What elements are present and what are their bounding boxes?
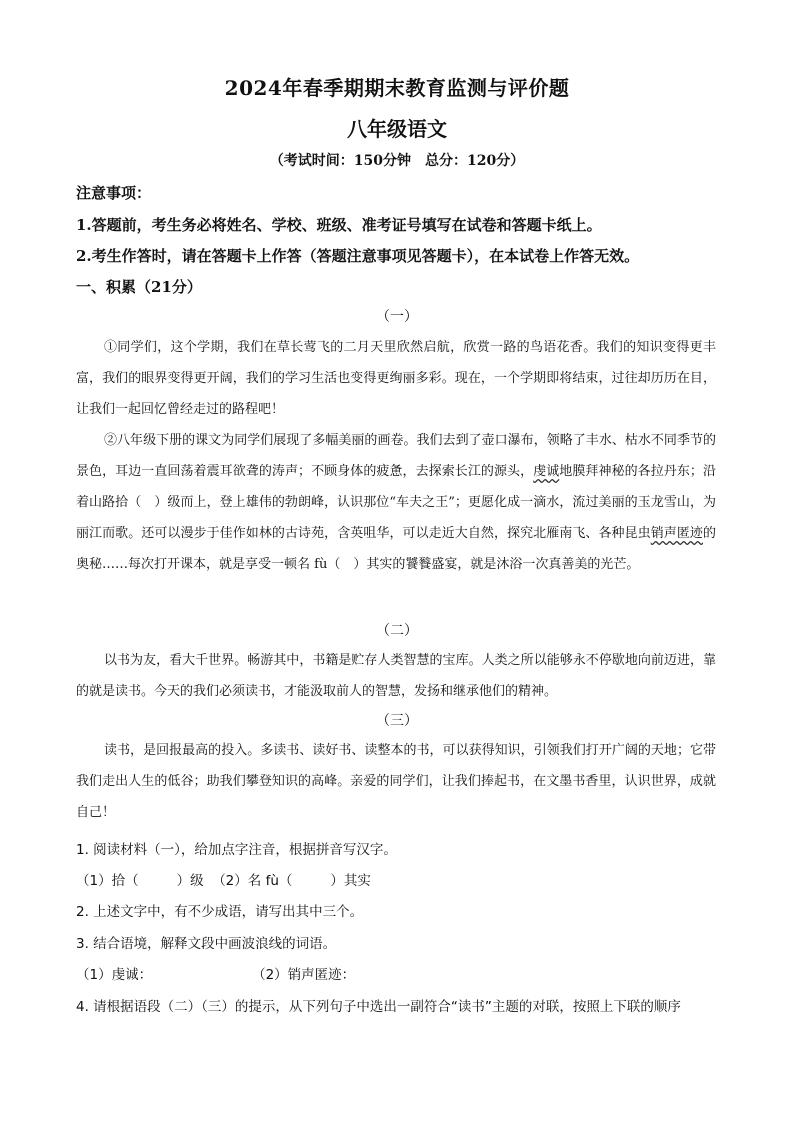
question-1-blanks — [76, 869, 726, 889]
notice-heading: 注意事项： — [76, 184, 152, 202]
notice-item-1: 1.答题前，考生务必将姓名、学校、班级、准考证号填写在试卷和答题卡纸上。 — [76, 216, 602, 234]
blank-prompt: （1）拾（ — [76, 873, 139, 889]
question-3-blanks — [76, 963, 726, 983]
paragraph-text: 读书，是回报最高的投入。多读书、读好书、读整本的书，可以获得知识，引领我们打开广阔的天地；它带我们走出人生的低谷；助我们攀登知识的高峰。亲爱的同学们，让我们捧起书，在文墨书香里，认识世界，成就自己！ — [76, 743, 716, 820]
blank-prompt: ）其实 — [330, 873, 371, 889]
paragraph-segment: ②八年级下册的课文为同学们展现了多幅美丽的画卷。我们去到了壶口瀑布，领略了丰水、枯水不同季节的景色，耳边一直回荡着震耳欲聋的涛声；不顾身体的疲惫，去探索长江的源头， — [76, 433, 716, 479]
blank-prompt: （2）销声匿迹： — [252, 967, 356, 983]
question-4: 4. 请根据语段（二）（三）的提示，从下列句子中选出一副符合“读书”主题的对联，按照上下联的顺序 — [76, 999, 681, 1015]
paragraph-segment: 的奥秘……每次打开课本，就是享受一顿名 fù（ ）其实的饕餮盛宴，就是沐浴一次真善美的光芒。 — [76, 526, 716, 572]
paragraph-text: ①同学们，这个学期，我们在草长莺飞的二月天里欣然启航，欣赏一路的鸟语花香。我们的知识变得更丰富，我们的眼界变得更开阔，我们的学习生活也变得更绚丽多彩。现在，一个学期即将结束，过往却历历在目，让我们一起回忆曾经走过的路程吧！ — [76, 340, 716, 417]
part-label-3: （三） — [376, 713, 418, 729]
blank-prompt: ）级 — [176, 873, 204, 889]
wavy-underlined-word: 销声匿迹 — [650, 526, 703, 541]
blank-prompt: （1）虔诚： — [76, 967, 153, 983]
paragraph-segment: 地膜拜神秘的各拉丹东；沿着山路拾（ ）级而上，登上雄伟的勃朗峰，认识那位“车夫之王”；更愿化成一滴水，流过美丽的玉龙雪山，为丽江而歌。还可以漫步于佳作如林的古诗苑，含英咀华，可以走近大自然，探究北雁南飞、各种昆虫 — [76, 464, 716, 541]
reading-paragraph-4 — [76, 735, 716, 828]
part-label-1: （一） — [376, 309, 418, 325]
notice-item-2: 2.考生作答时，请在答题卡上作答（答题注意事项见答题卡），在本试卷上作答无效。 — [76, 247, 640, 265]
exam-title: 2024年春季期期末教育监测与评价题 — [224, 76, 570, 100]
question-2: 2. 上述文字中，有不少成语，请写出其中三个。 — [76, 904, 364, 920]
exam-subtitle: 八年级语文 — [347, 117, 447, 141]
reading-paragraph-3 — [76, 645, 716, 707]
reading-paragraph-1 — [76, 332, 716, 425]
part-label-2: （二） — [376, 623, 418, 639]
blank-prompt: （2）名 fù（ — [212, 873, 293, 889]
question-1: 1. 阅读材料（一），给加点字注音，根据拼音写汉字。 — [76, 842, 397, 858]
wavy-underlined-word: 虔诚 — [533, 464, 560, 479]
question-3: 3. 结合语境，解释文段中画波浪线的词语。 — [76, 936, 337, 952]
reading-paragraph-2 — [76, 425, 716, 580]
paragraph-text — [76, 425, 716, 580]
section-heading: 一、积累（21分） — [76, 278, 202, 296]
exam-info: （考试时间：150分钟 总分：120分） — [269, 153, 525, 169]
paragraph-text: 以书为友，看大千世界。畅游其中，书籍是贮存人类智慧的宝库。人类之所以能够永不停歇地向前迈进，靠的就是读书。今天的我们必须读书，才能汲取前人的智慧，发扬和继承他们的精神。 — [76, 653, 716, 699]
